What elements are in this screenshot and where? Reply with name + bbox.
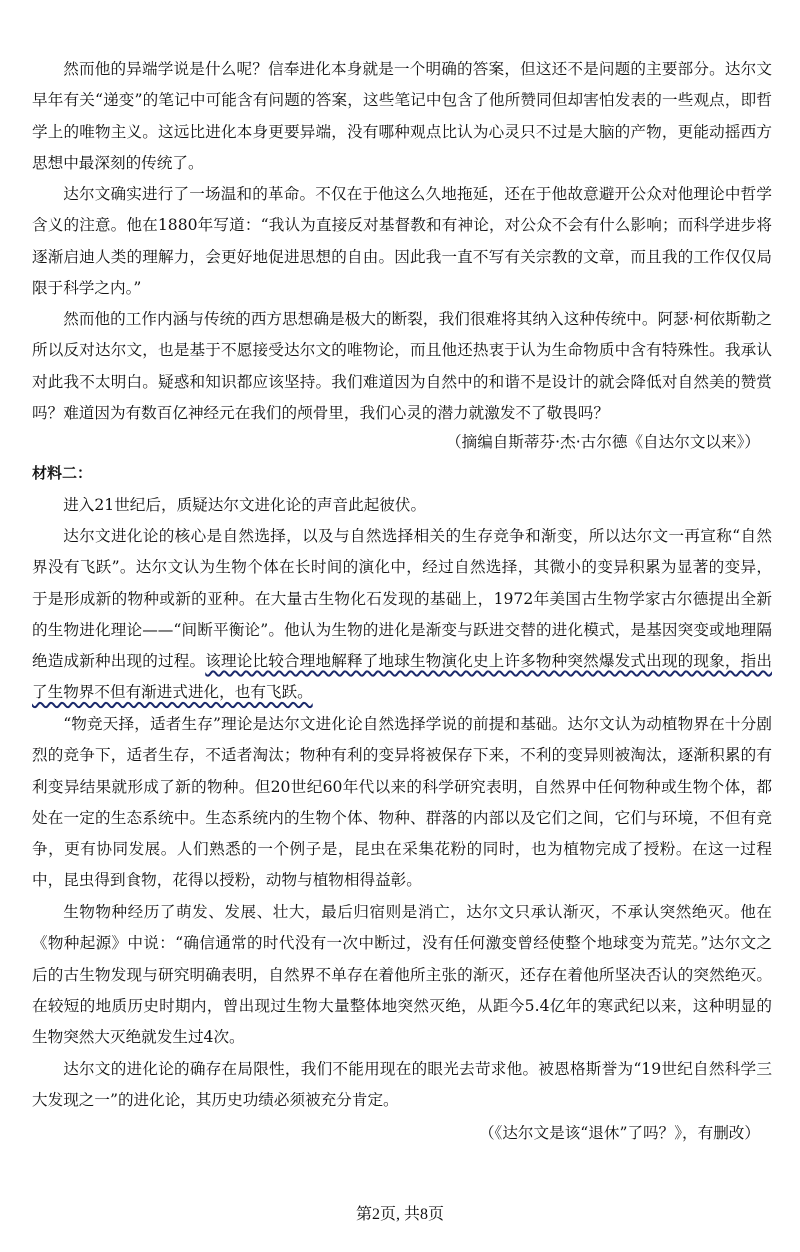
section-heading-material-2: 材料二： xyxy=(32,464,93,482)
paragraph-break-with-tradition: 然而他的工作内涵与传统的西方思想确是极大的断裂，我们很难将其纳入这种传统中。阿瑟·柯依斯勒之所以反对达尔文，也是基于不愿接受达尔文的唯物论，而且他还热衷于认为生命物质中含有特殊性。我承认对此我不太明白。疑惑和知识都应该坚持。我们难道因为自然中的和谐不是设计的就会降低对自然美的赞赏吗？难道因为有数百亿神经元在我们的颅骨里，我们心灵的潜力就激发不了敬畏吗？ xyxy=(32,310,772,422)
paragraph-natural-selection: “物竞天择，适者生存”理论是达尔文进化论自然选择学说的前提和基础。达尔文认为动植物界在十分剧烈的竞争下，适者生存，不适者淘汰；物种有利的变异将被保存下来，不利的变异则被淘汰，逐渐积累的有利变异结果就形成了新的物种。但20世纪60年代以来的科学研究表明，自然界中任何物种或生物个体，都处在一定的生态系统中。生态系统内的生物个体、物种、群落的内部以及它们之间，它们与环境，不但有竞争，更有协同发展。人们熟悉的一个例子是，昆虫在采集花粉的同时，也为植物完成了授粉。在这一过程中，昆虫得到食物，花得以授粉，动物与植物相得益彰。 xyxy=(32,715,772,890)
paragraph-extinction: 生物物种经历了萌发、发展、壮大，最后归宿则是消亡，达尔文只承认渐灭，不承认突然绝灭。他在《物种起源》中说：“确信通常的时代没有一次中断过，没有任何激变曾经使整个地球变为荒芜。”达尔文之后的古生物发现与研究明确表明，自然界不单存在着他所主张的渐灭，还存在着他所坚决否认的突然绝灭。在较短的地质历史时期内，曾出现过生物大量整体地突然灭绝，从距今5.4亿年的寒武纪以来，这种明显的生物突然大灭绝就发生过4次。 xyxy=(32,903,772,1047)
paragraph-conclusion: 达尔文的进化论的确存在局限性，我们不能用现在的眼光去苛求他。被恩格斯誉为“19世纪自然科学三大发现之一”的进化论，其历史功绩必须被充分肯定。 xyxy=(32,1060,772,1110)
paragraph-punctuated-equilibrium xyxy=(32,521,772,709)
underlined-sentence: 该理论比较合理地解释了地球生物演化史上许多物种突然爆发式出现的现象，指出了生物界不但有渐进式进化，也有飞跃。 xyxy=(32,652,772,702)
paragraph-21st-century: 进入21世纪后，质疑达尔文进化论的声音此起彼伏。 xyxy=(63,496,427,514)
paragraph-heresy: 然而他的异端学说是什么呢？信奉进化本身就是一个明确的答案，但这还不是问题的主要部分。达尔文早年有关“递变”的笔记中可能含有问题的答案，这些笔记中包含了他所赞同但却害怕发表的一些观点，即哲学上的唯物主义。这远比进化本身更要异端，没有哪种观点比认为心灵只不过是大脑的产物，更能动摇西方思想中最深刻的传统了。 xyxy=(32,60,772,172)
paragraph-text: 达尔文进化论的核心是自然选择，以及与自然选择相关的生存竞争和渐变，所以达尔文一再宣称“自然界没有飞跃”。达尔文认为生物个体在长时间的演化中，经过自然选择，其微小的变异积累为显著的变异，于是形成新的物种或新的亚种。在大量古生物化石发现的基础上，1972年美国古生物学家古尔德提出全新的生物进化理论——“间断平衡论”。他认为生物的进化是渐变与跃进交替的进化模式，是基因突变或地理隔绝造成新种出现的过程。 xyxy=(32,527,772,671)
source-citation-2: （《达尔文是该“退休”了吗？》，有删改） xyxy=(478,1124,760,1142)
page-number-footer: 第2页, 共8页 xyxy=(355,1206,444,1223)
source-citation-1: （摘编自斯蒂芬·杰·古尔德《自达尔文以来》） xyxy=(446,433,760,451)
paragraph-gentle-revolution: 达尔文确实进行了一场温和的革命。不仅在于他这么久地拖延，还在于他故意避开公众对他理论中哲学含义的注意。他在1880年写道：“我认为直接反对基督教和有神论，对公众不会有什么影响；而科学进步将逐渐启迪人类的理解力，会更好地促进思想的自由。因此我一直不写有关宗教的文章，而且我的工作仅仅局限于科学之内。” xyxy=(32,185,772,297)
